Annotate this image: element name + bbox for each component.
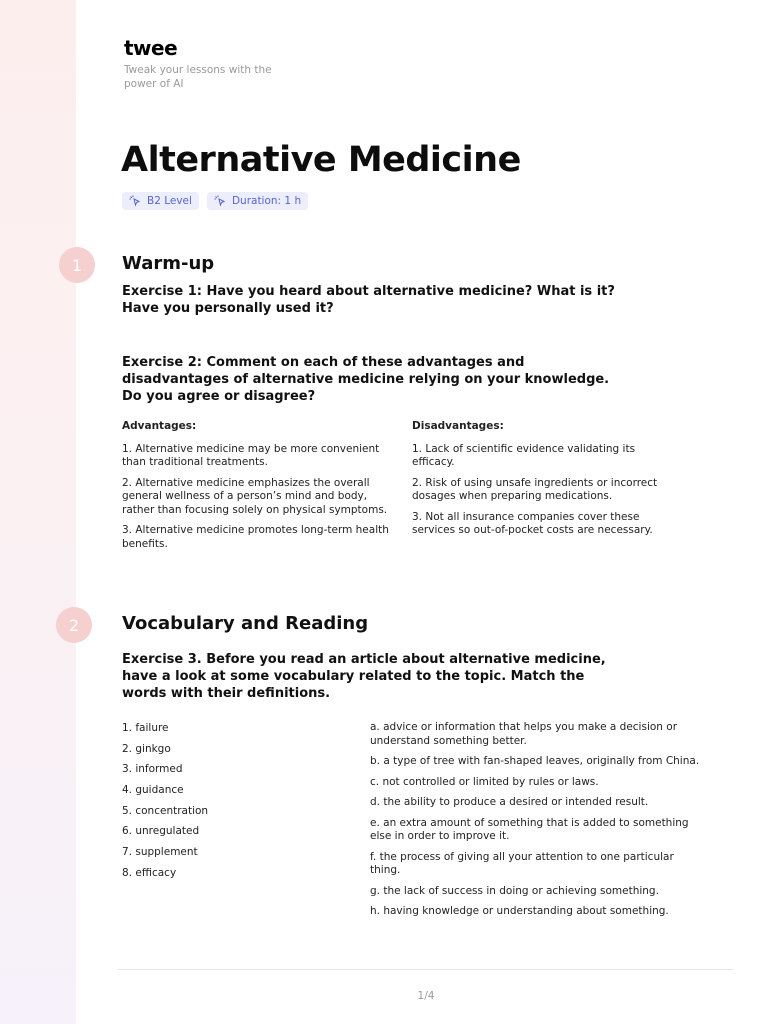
vocab-word: 4. guidance <box>122 784 184 797</box>
disadvantage-item: 2. Risk of using unsafe ingredients or incorrect dosages when preparing medications. <box>412 476 658 502</box>
advantage-item: 3. Alternative medicine promotes long-term health benefits. <box>122 524 389 550</box>
footer-divider <box>118 969 733 970</box>
section-title-vocabulary-reading: Vocabulary and Reading <box>122 613 369 634</box>
advantage-item: 2. Alternative medicine emphasizes the overall general wellness of a person’s mind and body, rather than focusing solely on physical symptoms. <box>122 476 388 516</box>
definition-item: e. an extra amount of something that is added to something else in order to improve it. <box>370 816 689 842</box>
definition-item: f. the process of giving all your attention to one particular thing. <box>370 850 674 876</box>
advantages-heading: Advantages: <box>122 420 197 432</box>
lesson-badges <box>122 192 308 210</box>
vocab-word: 7. supplement <box>122 846 198 859</box>
page-number: 1/4 <box>417 990 435 1002</box>
decorative-side-strip <box>0 0 76 1024</box>
definition-item: c. not controlled or limited by rules or laws. <box>370 775 599 788</box>
definition-item: a. advice or information that helps you make a decision or understand something better. <box>370 721 678 747</box>
section-number-1: 1 <box>59 247 95 283</box>
vocab-word: 3. informed <box>122 763 183 776</box>
section-title-warm-up: Warm-up <box>122 253 215 274</box>
vocab-word: 1. failure <box>122 722 169 734</box>
exercise-3-prompt: Exercise 3. Before you read an article about alternative medicine, have a look at some vocabulary related to the topic. Match the words with their definitions. <box>122 652 606 701</box>
disadvantage-item: 3. Not all insurance companies cover these services so out-of-pocket costs are necessary. <box>412 510 653 536</box>
level-badge-label: B2 Level <box>147 195 192 207</box>
brand-tagline: Tweak your lessons with the power of AI <box>124 64 272 90</box>
sparkle-cursor-icon <box>214 195 226 207</box>
exercise-1-prompt: Exercise 1: Have you heard about alternative medicine? What is it? Have you personally used it? <box>122 284 615 316</box>
page-title: Alternative Medicine <box>121 140 521 180</box>
exercise-2-prompt: Exercise 2: Comment on each of these advantages and disadvantages of alternative medicine relying on your knowledge. Do you agree or disagree? <box>122 355 610 404</box>
vocab-word: 5. concentration <box>122 804 209 817</box>
vocab-word: 8. efficacy <box>122 866 177 879</box>
definition-item: g. the lack of success in doing or achieving something. <box>370 884 659 897</box>
definition-item: h. having knowledge or understanding about something. <box>370 905 669 917</box>
section-number-2: 2 <box>56 607 92 643</box>
disadvantages-column <box>412 420 677 545</box>
advantage-item: 1. Alternative medicine may be more convenient than traditional treatments. <box>122 442 380 468</box>
definition-item: d. the ability to produce a desired or intended result. <box>370 796 649 808</box>
brand-logo: twee <box>124 36 178 60</box>
definition-list <box>370 721 700 926</box>
duration-badge-label: Duration: 1 h <box>231 195 302 207</box>
advantages-column <box>122 420 390 558</box>
disadvantages-heading: Disadvantages: <box>412 420 504 432</box>
sparkle-cursor-icon <box>129 195 141 207</box>
disadvantage-item: 1. Lack of scientific evidence validating its efficacy. <box>412 442 636 468</box>
vocab-word: 2. ginkgo <box>122 742 171 755</box>
vocabulary-word-list <box>122 721 208 887</box>
duration-badge <box>207 192 308 210</box>
definition-item: b. a type of tree with fan-shaped leaves, originally from China. <box>370 755 700 767</box>
vocab-word: 6. unregulated <box>122 825 200 838</box>
level-badge <box>122 192 199 210</box>
